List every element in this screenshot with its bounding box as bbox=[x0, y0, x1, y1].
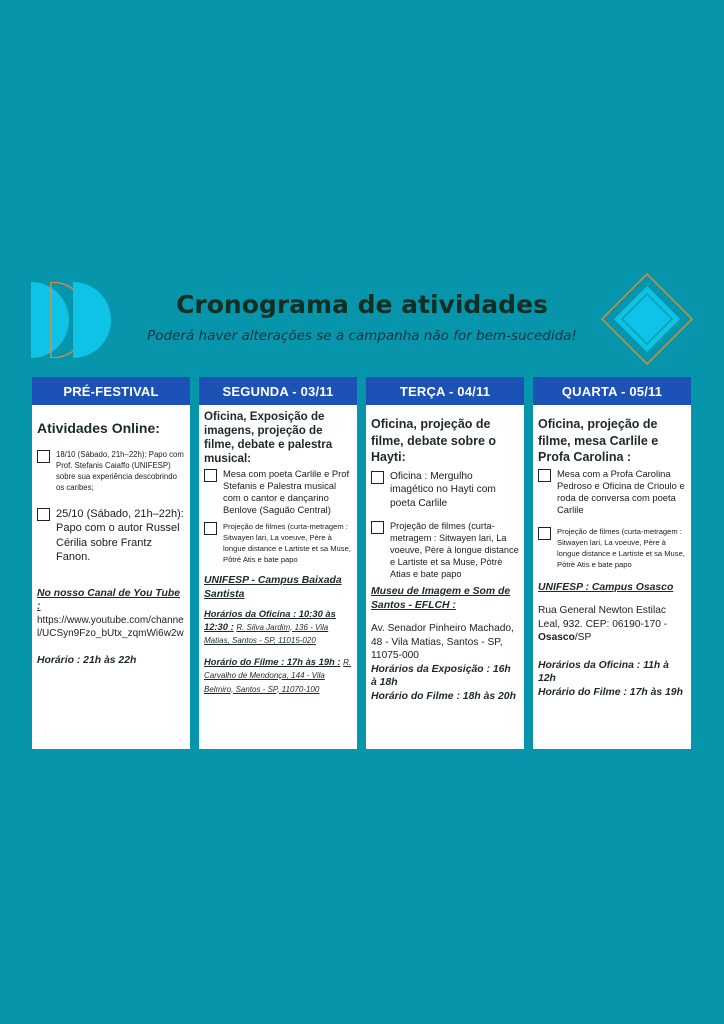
schedule-address: R. Carvalho de Mendonça, 144 - Vila Belmiro, Santos - SP, 11070-100 bbox=[204, 657, 352, 694]
activity-title: Oficina, Exposição de imagens, projeção de filme, debate e palestra musical: bbox=[204, 410, 333, 465]
column-body bbox=[366, 405, 524, 749]
column-terca bbox=[366, 377, 524, 749]
item-text: 25/10 (Sábado, 21h–22h): Papo com o autor Russel Cérilia sobre Frantz Fanon. bbox=[56, 507, 184, 563]
checkbox[interactable] bbox=[204, 522, 217, 535]
activity-title: Atividades Online: bbox=[37, 420, 160, 436]
activity-title: Oficina, projeção de filme, debate sobre o Hayti: bbox=[371, 417, 497, 464]
checkbox[interactable] bbox=[538, 469, 551, 482]
checkbox[interactable] bbox=[538, 527, 551, 540]
schedule-workshop bbox=[204, 608, 352, 648]
address-state: /SP bbox=[574, 632, 592, 643]
schedule-label: Horário do Filme : 17h às 19h : bbox=[204, 655, 341, 667]
schedule-film: Horário do Filme : 17h às 19h bbox=[538, 686, 683, 698]
schedule-film: Horário do Filme : 18h às 20h bbox=[371, 690, 516, 702]
list-item bbox=[204, 521, 352, 565]
activity-title: Oficina, projeção de filme, mesa Carlile e Profa Carolina : bbox=[538, 417, 659, 464]
schedule-workshop: Horários da Oficina : 11h à 12h bbox=[538, 659, 669, 684]
item-text: Mesa com a Profa Carolina Pedroso e Oficina de Crioulo e roda de conversa com poeta Carlile bbox=[557, 467, 685, 515]
checkbox[interactable] bbox=[371, 521, 384, 534]
venue: UNIFESP - Campus Baixada Santista bbox=[204, 575, 342, 600]
venue: Museu de Imagem e Som de Santos - EFLCH : bbox=[371, 586, 511, 611]
item-text: Projeção de filmes (curta-metragem : Sitwayen lari, La voeuve, Père à longue distance e Lartiste et sa Muse, Pòtrè Atis e bate papo bbox=[557, 526, 685, 569]
item-text: Projeção de filmes (curta-metragem : Sitwayen lari, La voeuve, Père à longue distance e Lartiste et sa Muse, Pôtré Atis e bate papo bbox=[223, 522, 351, 564]
schedule-label: Horários da Oficina : 10:30 às 12:30 : bbox=[204, 608, 336, 632]
checkbox[interactable] bbox=[37, 450, 50, 463]
venue: UNIFESP : Campus Osasco bbox=[538, 581, 674, 593]
list-item bbox=[37, 449, 185, 493]
checkbox[interactable] bbox=[371, 471, 384, 484]
column-header: QUARTA - 05/11 bbox=[533, 377, 691, 405]
list-item bbox=[37, 507, 185, 565]
column-body bbox=[199, 405, 357, 749]
schedule: Horário : 21h às 22h bbox=[37, 654, 137, 666]
column-body bbox=[533, 405, 691, 749]
column-header: TERÇA - 04/11 bbox=[366, 377, 524, 405]
schedule-film bbox=[204, 656, 352, 697]
column-header: SEGUNDA - 03/11 bbox=[199, 377, 357, 405]
column-pre-festival bbox=[32, 377, 190, 749]
column-segunda bbox=[199, 377, 357, 749]
column-header: PRÉ-FESTIVAL bbox=[32, 377, 190, 405]
list-item bbox=[371, 520, 519, 580]
page-subtitle: Poderá haver alterações se a campanha não for bem-sucedida! bbox=[147, 328, 577, 344]
schedule-address: R. Silva Jardim, 136 - Vila Matias, Santos - SP, 11015-020 bbox=[204, 622, 329, 645]
schedule-exhibition: Horários da Exposição : 16h à 18h bbox=[371, 663, 511, 688]
address-city: Osasco bbox=[538, 632, 575, 643]
item-text: 18/10 (Sábado, 21h–22h): Papo com Prof. Stefanis Caiaffo (UNIFESP) sobre sua experiência descobrindo os caribes; bbox=[56, 449, 184, 492]
list-item bbox=[371, 470, 519, 511]
address-street: Rua General Newton Estilac Leal, 932. CEP: 06190-170 - bbox=[538, 605, 668, 630]
page-title: Cronograma de atividades bbox=[176, 290, 548, 319]
address: Av. Senador Pinheiro Machado, 48 - Vila Matias, Santos - SP, 11075-000 bbox=[371, 623, 514, 661]
column-body bbox=[32, 405, 190, 749]
checkbox[interactable] bbox=[37, 508, 50, 521]
column-quarta bbox=[533, 377, 691, 749]
item-text: Mesa com poeta Carlile e Prof Stefanis e Palestra musical com o cantor e dançarino Benlove (Saguão Central) bbox=[223, 468, 350, 515]
list-item bbox=[538, 526, 686, 570]
item-text: Oficina : Mergulho imagético no Hayti com poeta Carlile bbox=[390, 470, 496, 509]
list-item bbox=[538, 468, 686, 516]
list-item bbox=[204, 468, 352, 516]
item-text: Projeção de filmes (curta-metragem : Sitwayen lari, La voeuve, Père à longue distance e Lartiste et sa Muse, Pòtrè Atias e bate papo bbox=[390, 521, 519, 579]
decorative-diamond bbox=[600, 272, 694, 366]
venue: No nosso Canal de You Tube : bbox=[37, 587, 180, 612]
address bbox=[538, 604, 686, 645]
channel-link[interactable]: https://www.youtube.com/channel/UCSyn9Fzo_bUtx_zqmWi6w2w bbox=[37, 614, 184, 639]
checkbox[interactable] bbox=[204, 469, 217, 482]
